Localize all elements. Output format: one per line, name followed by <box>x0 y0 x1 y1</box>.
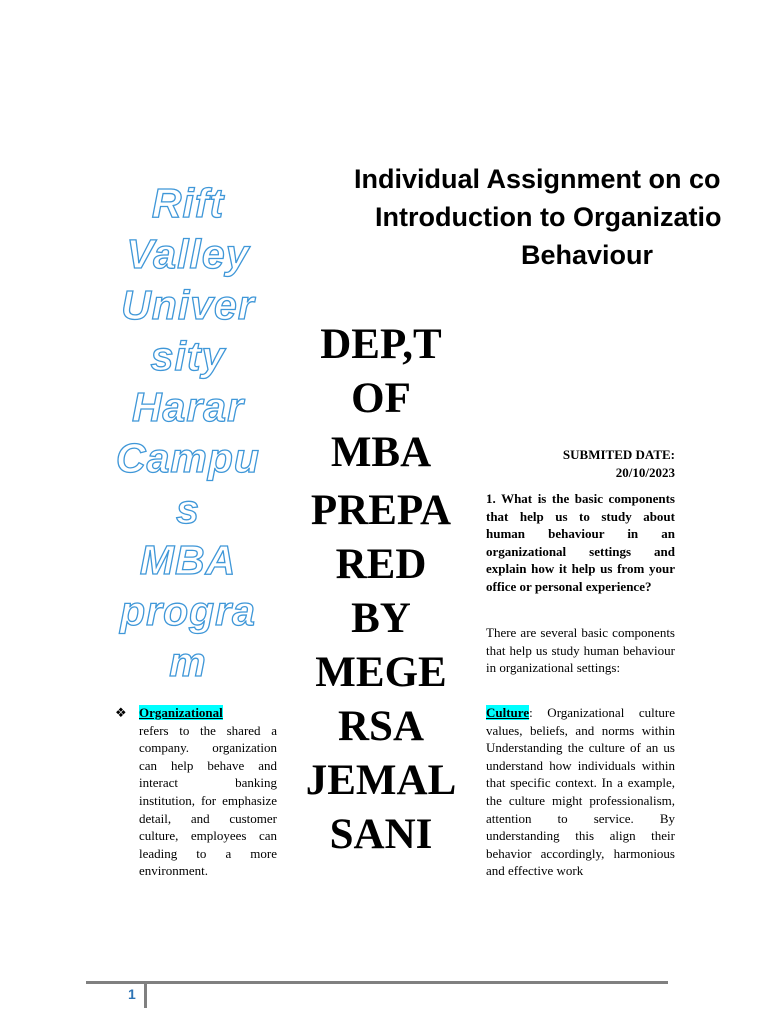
culture-term: Culture <box>486 705 530 720</box>
sidebar-line: s <box>176 486 200 532</box>
question-text: 1. What is the basic components that help us to study about human behaviour in an organizational settings and explain how it help us from your office or personal experience? <box>486 491 675 594</box>
university-sidebar-text <box>100 178 276 688</box>
sidebar-line: Campu <box>116 435 260 481</box>
organizational-term: Organizational <box>139 705 223 720</box>
submitted-date-block <box>486 446 675 481</box>
title-line-1: Individual Assignment on co <box>354 164 721 194</box>
dept-line: RSA <box>337 703 425 750</box>
dept-line: JEMAL <box>305 757 457 804</box>
page-number: 1 <box>128 986 136 1002</box>
submitted-date: 20/10/2023 <box>615 464 675 480</box>
dept-line: RED <box>335 541 427 588</box>
dept-line: DEP,T <box>320 321 442 368</box>
sidebar-line: Rift <box>151 180 225 226</box>
dept-line: BY <box>351 595 411 642</box>
organizational-bullet-block <box>115 704 277 880</box>
culture-text: : Organizational culture values, beliefs, and norms within Understanding the culture of an us understand how individuals within that specific context. In a example, the culture might professionalism, attention to service. By understanding this align their behavior accordingly, harmonious and effective work <box>486 705 675 879</box>
submitted-label: SUBMITED DATE: <box>562 447 675 462</box>
document-title <box>350 160 768 274</box>
dept-line: MBA <box>330 429 432 476</box>
dept-line: MEGE <box>315 649 447 696</box>
sidebar-line: progra <box>120 588 256 634</box>
dept-line: OF <box>351 375 411 422</box>
dept-line: SANI <box>329 811 433 858</box>
sidebar-line: Univer <box>121 282 255 328</box>
culture-paragraph <box>486 704 675 880</box>
footer-rule <box>86 981 668 984</box>
sidebar-line: Valley <box>126 231 250 277</box>
sidebar-line: MBA <box>139 537 237 583</box>
sidebar-line: sity <box>150 333 226 379</box>
title-line-3: Behaviour <box>521 240 654 270</box>
intro-paragraph: There are several basic components that help us study human behaviour in organizational settings: <box>486 625 675 676</box>
sidebar-line: m <box>169 639 207 685</box>
sidebar-line: Harar <box>131 384 245 430</box>
department-author-block <box>296 318 466 862</box>
title-line-2: Introduction to Organizatio <box>375 202 722 232</box>
diamond-bullet-icon: ❖ <box>115 705 127 720</box>
dept-line: PREPA <box>310 487 452 534</box>
organizational-text: refers to the shared a company. organization can help behave and interact banking institution, for emphasize detail, and customer culture, employees can leading to a more environment. <box>139 722 277 879</box>
page-number-divider <box>144 984 147 1008</box>
